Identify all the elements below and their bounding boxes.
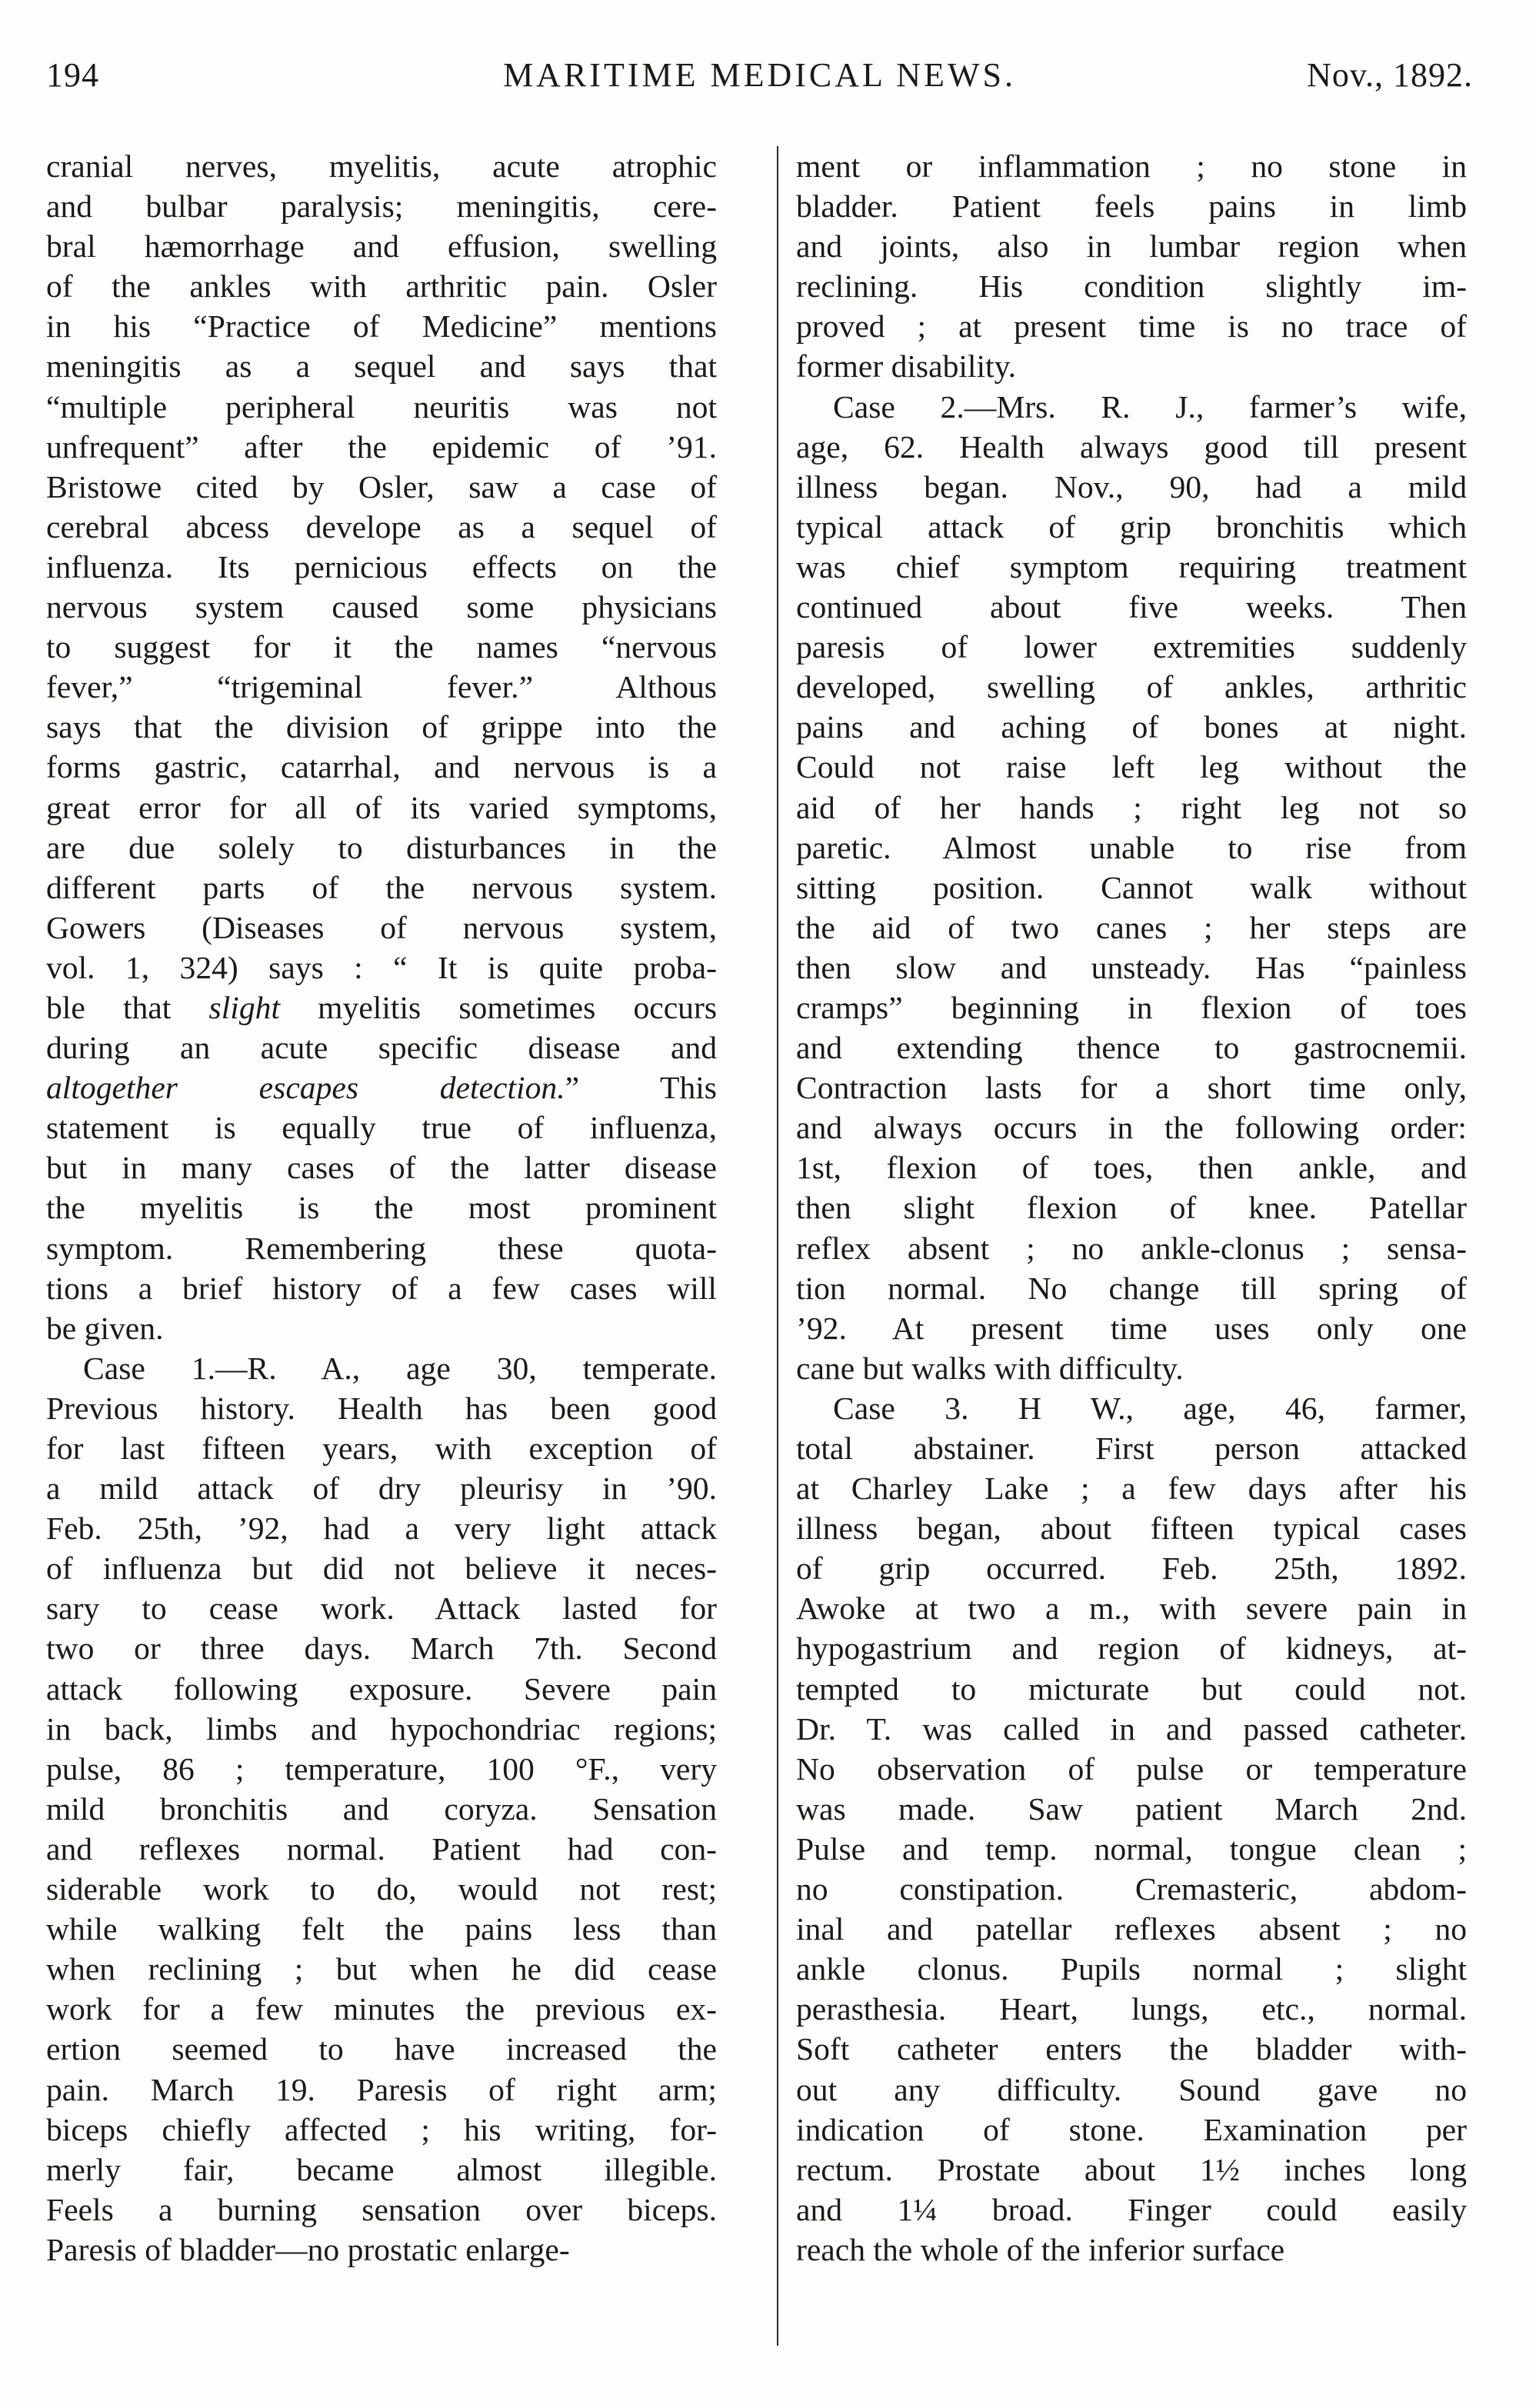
running-header — [46, 55, 1473, 102]
text-line: Previous history. Health has been good — [46, 1390, 717, 1426]
page-number: 194 — [46, 56, 99, 94]
text-line: symptom. Remembering these quota- — [46, 1230, 717, 1266]
text-line: during an acute specific disease and — [46, 1030, 717, 1066]
text-line: in back, limbs and hypochondriac regions; — [46, 1710, 717, 1747]
text-line: unfrequent” after the epidemic of ’91. — [46, 428, 717, 465]
text-line: ertion seemed to have increased the — [46, 2031, 717, 2067]
issue-date: Nov., 1892. — [1307, 56, 1473, 94]
text-line: ment or inflammation ; no stone in — [796, 148, 1467, 184]
text-line: and extending thence to gastrocnemii. — [796, 1030, 1467, 1066]
text-line: for last fifteen years, with exception of — [46, 1430, 717, 1466]
text-line: merly fair, became almost illegible. — [46, 2151, 717, 2187]
text-line: Contraction lasts for a short time only, — [796, 1070, 1467, 1106]
text-line: then slight flexion of knee. Patellar — [796, 1190, 1467, 1226]
text-line: Could not raise left leg without the — [796, 749, 1467, 785]
text-line: different parts of the nervous system. — [46, 869, 717, 905]
text-line: Feels a burning sensation over biceps. — [46, 2191, 717, 2227]
text-line: and reflexes normal. Patient had con- — [46, 1830, 717, 1867]
text-line: are due solely to disturbances in the — [46, 829, 717, 865]
text-line: Dr. T. was called in and passed catheter. — [796, 1710, 1467, 1747]
text-line: of influenza but did not believe it neces- — [46, 1550, 717, 1587]
text-line: Gowers (Diseases of nervous system, — [46, 909, 717, 945]
text-line: proved ; at present time is no trace of — [796, 308, 1467, 345]
text-line: no constipation. Cremasteric, abdom- — [796, 1871, 1467, 1907]
text-line: and always occurs in the following order: — [796, 1110, 1467, 1146]
text-line: while walking felt the pains less than — [46, 1911, 717, 1947]
text-line: cranial nerves, myelitis, acute atrophic — [46, 148, 717, 184]
text-line: pulse, 86 ; temperature, 100 °F., very — [46, 1750, 717, 1787]
text-line: at Charley Lake ; a few days after his — [796, 1470, 1467, 1507]
text-line: age, 62. Health always good till present — [796, 428, 1467, 465]
left-column — [46, 146, 717, 2270]
text-line: and bulbar paralysis; meningitis, cere- — [46, 188, 717, 225]
text-line: paresis of lower extremities suddenly — [796, 629, 1467, 665]
text-line: siderable work to do, would not rest; — [46, 1871, 717, 1907]
text-line: when reclining ; but when he did cease — [46, 1951, 717, 1987]
text-line: bladder. Patient feels pains in limb — [796, 188, 1467, 225]
text-line: and joints, also in lumbar region when — [796, 228, 1467, 265]
text-line: paretic. Almost unable to rise from — [796, 829, 1467, 865]
text-line: sitting position. Cannot walk without — [796, 869, 1467, 905]
text-line: two or three days. March 7th. Second — [46, 1630, 717, 1667]
text-line: in his “Practice of Medicine” mentions — [46, 308, 717, 345]
text-line: a mild attack of dry pleurisy in ’90. — [46, 1470, 717, 1507]
emphasis: slight — [208, 989, 280, 1025]
text-line: was made. Saw patient March 2nd. — [796, 1790, 1467, 1827]
text-line: great error for all of its varied symptoms, — [46, 789, 717, 825]
text-line: reclining. His condition slightly im- — [796, 268, 1467, 305]
text-line: be given. — [46, 1310, 164, 1346]
text-line: fever,” “trigeminal fever.” Althous — [46, 669, 717, 705]
text-line: of the ankles with arthritic pain. Osler — [46, 268, 717, 305]
text-line: vol. 1, 324) says : “ It is quite proba- — [46, 949, 717, 985]
text-line: perasthesia. Heart, lungs, etc., normal. — [796, 1991, 1467, 2027]
text-line: influenza. Its pernicious effects on the — [46, 548, 717, 585]
text-line: ankle clonus. Pupils normal ; slight — [796, 1951, 1467, 1987]
text-line: the aid of two canes ; her steps are — [796, 909, 1467, 945]
text-line: meningitis as a sequel and says that — [46, 348, 717, 385]
text-line: of grip occurred. Feb. 25th, 1892. — [796, 1550, 1467, 1587]
text-line: says that the division of grippe into the — [46, 709, 717, 745]
text-line: illness began, about fifteen typical cases — [796, 1510, 1467, 1547]
text-line: tempted to micturate but could not. — [796, 1670, 1467, 1707]
text-line: pain. March 19. Paresis of right arm; — [46, 2071, 717, 2107]
text-line: Bristowe cited by Osler, saw a case of — [46, 468, 717, 505]
journal-title: MARITIME MEDICAL NEWS. — [503, 56, 1016, 94]
text-line: tions a brief history of a few cases will — [46, 1270, 717, 1306]
text-line: sary to cease work. Attack lasted for — [46, 1590, 717, 1627]
text-line: to suggest for it the names “nervous — [46, 629, 717, 665]
text-line: bral hæmorrhage and effusion, swelling — [46, 228, 717, 265]
text-line: typical attack of grip bronchitis which — [796, 508, 1467, 545]
text-line: Paresis of bladder—no prostatic enlarge- — [46, 2231, 570, 2267]
text-line: inal and patellar reflexes absent ; no — [796, 1911, 1467, 1947]
text-line: ’92. At present time uses only one — [796, 1310, 1467, 1346]
text-line: 1st, flexion of toes, then ankle, and — [796, 1150, 1467, 1186]
text-line: reflex absent ; no ankle-clonus ; sensa- — [796, 1230, 1467, 1266]
emphasis: altogether escapes detection. — [46, 1070, 565, 1106]
text-line: illness began. Nov., 90, had a mild — [796, 468, 1467, 505]
text-line: pains and aching of bones at night. — [796, 709, 1467, 745]
text-line: No observation of pulse or temperature — [796, 1750, 1467, 1787]
text-line: Case 1.—R. A., age 30, temperate. — [83, 1350, 717, 1386]
text-line: altogether escapes detection.” This — [46, 1070, 717, 1106]
text-line: tion normal. No change till spring of — [796, 1270, 1467, 1306]
text-line: the myelitis is the most prominent — [46, 1190, 717, 1226]
column-divider — [777, 146, 778, 2346]
text-line: was chief symptom requiring treatment — [796, 548, 1467, 585]
text-line: Case 2.—Mrs. R. J., farmer’s wife, — [833, 388, 1467, 425]
text-line: statement is equally true of influenza, — [46, 1110, 717, 1146]
text-line: cerebral abcess develope as a sequel of — [46, 508, 717, 545]
text-line: Case 3. H W., age, 46, farmer, — [833, 1390, 1467, 1426]
right-column — [796, 146, 1467, 2270]
text-line: forms gastric, catarrhal, and nervous is a — [46, 749, 717, 785]
text-line: cramps” beginning in flexion of toes — [796, 989, 1467, 1025]
text-line: total abstainer. First person attacked — [796, 1430, 1467, 1466]
text-line: aid of her hands ; right leg not so — [796, 789, 1467, 825]
text-line: indication of stone. Examination per — [796, 2111, 1467, 2147]
text-line: cane but walks with difficulty. — [796, 1350, 1184, 1386]
text-line: former disability. — [796, 348, 1017, 385]
text-line: and 1¼ broad. Finger could easily — [796, 2191, 1467, 2227]
text-line: Pulse and temp. normal, tongue clean ; — [796, 1830, 1467, 1867]
text-line: Awoke at two a m., with severe pain in — [796, 1590, 1467, 1627]
text-line: mild bronchitis and coryza. Sensation — [46, 1790, 717, 1827]
text-line: reach the whole of the inferior surface — [796, 2231, 1285, 2267]
text-line: out any difficulty. Sound gave no — [796, 2071, 1467, 2107]
text-line: rectum. Prostate about 1½ inches long — [796, 2151, 1467, 2187]
text-line: “multiple peripheral neuritis was not — [46, 388, 717, 425]
text-line: developed, swelling of ankles, arthritic — [796, 669, 1467, 705]
text-line: then slow and unsteady. Has “painless — [796, 949, 1467, 985]
text-line: hypogastrium and region of kidneys, at- — [796, 1630, 1467, 1667]
text-line: nervous system caused some physicians — [46, 589, 717, 625]
text-line: work for a few minutes the previous ex- — [46, 1991, 717, 2027]
text-line: continued about five weeks. Then — [796, 589, 1467, 625]
text-line: but in many cases of the latter disease — [46, 1150, 717, 1186]
text-line: attack following exposure. Severe pain — [46, 1670, 717, 1707]
text-line: biceps chiefly affected ; his writing, for- — [46, 2111, 717, 2147]
text-line: ble that slight myelitis sometimes occurs — [46, 989, 718, 1025]
text-line: Soft catheter enters the bladder with- — [796, 2031, 1467, 2067]
text-line: Feb. 25th, ’92, had a very light attack — [46, 1510, 717, 1547]
